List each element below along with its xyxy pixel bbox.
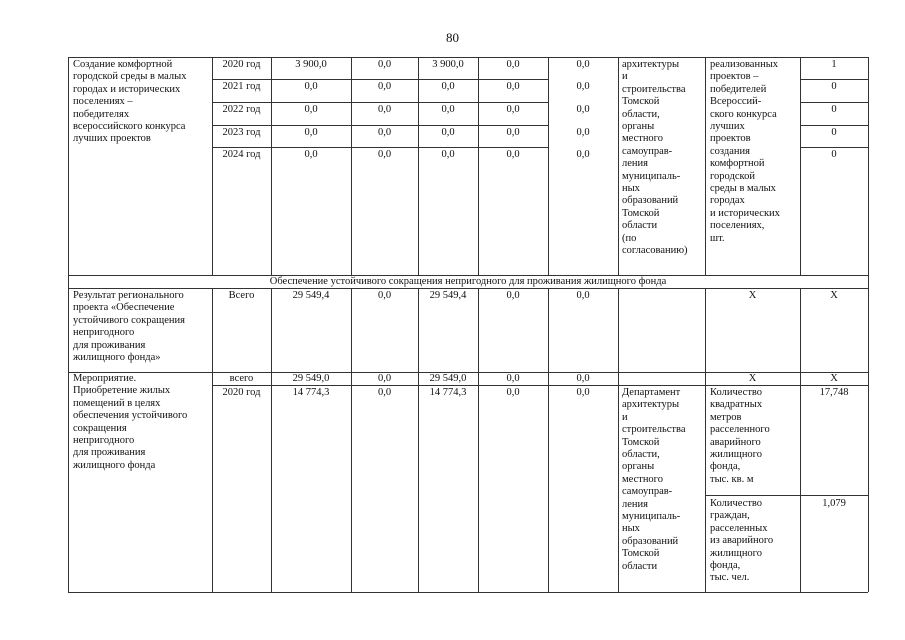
block3-responsible-line: области, bbox=[622, 449, 660, 460]
block3-name-line: Приобретение жилых bbox=[73, 385, 171, 397]
block3-responsible-line: органы bbox=[622, 461, 655, 473]
block1-indicator-line: среды в малых bbox=[710, 183, 776, 194]
block1-indicator-row-line bbox=[800, 79, 868, 80]
block1-indicator-value: 0 bbox=[831, 81, 837, 92]
block3-responsible-line: и bbox=[622, 411, 628, 423]
block1-regional-value: 0,0 bbox=[441, 104, 455, 115]
block3-name-line: жилищного фонда bbox=[73, 459, 156, 471]
block3-column-line bbox=[705, 372, 706, 592]
block3-name-line: сокращения bbox=[73, 422, 127, 434]
block2-federal-value: 0,0 bbox=[377, 290, 392, 301]
block2-name-line: непригодного bbox=[73, 327, 135, 339]
block3-total-period: всего bbox=[229, 373, 254, 384]
block1-period: 2020 год bbox=[222, 59, 261, 70]
block1-responsible-line: ления bbox=[622, 158, 648, 170]
block1-other-value: 0,0 bbox=[576, 59, 590, 70]
block1-total-value: 0,0 bbox=[304, 104, 318, 115]
block3-responsible-line: ных bbox=[622, 523, 640, 535]
block3-2020-regional-value: 14 774,3 bbox=[429, 387, 467, 398]
block1-other-value: 0,0 bbox=[576, 127, 590, 138]
block1-column-line bbox=[618, 57, 619, 275]
block1-other-value: 0,0 bbox=[576, 81, 590, 92]
block3-column-line bbox=[351, 372, 352, 592]
block3-responsible-line: образований bbox=[622, 535, 679, 547]
block1-regional-value: 3 900,0 bbox=[432, 59, 464, 70]
table-left-border bbox=[68, 57, 69, 592]
block3-indicator1-line: жилищного bbox=[710, 449, 762, 460]
table-bottom-border bbox=[68, 592, 868, 593]
block3-indicator2-value: 1,079 bbox=[822, 498, 846, 509]
block3-federal-value: 0,0 bbox=[377, 373, 392, 384]
block3-indicator1-line: фонда, bbox=[710, 461, 741, 473]
block1-indicator-value: 0 bbox=[831, 127, 837, 138]
block1-row-line bbox=[212, 79, 548, 80]
block1-indicator-line: комфортной bbox=[710, 158, 765, 170]
block3-responsible-line: архитектуры bbox=[622, 399, 679, 411]
block1-indicator-line: городской bbox=[710, 170, 755, 182]
block1-indicator-row-line bbox=[800, 147, 868, 148]
block1-responsible-line: (по bbox=[622, 232, 637, 244]
block1-responsible-line: Томской bbox=[622, 207, 660, 219]
block1-responsible-line: муниципаль- bbox=[622, 170, 681, 182]
block3-column-line bbox=[548, 372, 549, 592]
block1-name-line: всероссийского конкурса bbox=[73, 121, 186, 132]
block3-indicator2-line: жилищного bbox=[710, 547, 762, 559]
block1-indicator-row-line bbox=[800, 125, 868, 126]
block2-name-line: устойчивого сокращения bbox=[73, 314, 185, 326]
block3-indicator1-line: расселенного bbox=[710, 424, 770, 436]
block3-responsible-line: Томской bbox=[622, 436, 660, 448]
block1-federal-value: 0,0 bbox=[377, 104, 392, 115]
block3-responsible-line: Департамент bbox=[622, 387, 681, 398]
block1-indicator-line: шт. bbox=[710, 232, 725, 244]
block1-responsible-line: ных bbox=[622, 183, 640, 194]
block3-column-line bbox=[271, 372, 272, 592]
block3-name-line: непригодного bbox=[73, 435, 135, 446]
block1-responsible-line: Томской bbox=[622, 96, 660, 108]
block1-indicator-value: 0 bbox=[831, 104, 837, 115]
block3-2020-other-value: 0,0 bbox=[576, 387, 590, 398]
block3-indicator2-line: фонда, bbox=[710, 560, 741, 571]
block1-row-line bbox=[212, 125, 548, 126]
block1-indicator-line: поселениях, bbox=[710, 220, 765, 232]
block1-local-value: 0,0 bbox=[506, 81, 520, 92]
block3-local-value: 0,0 bbox=[506, 373, 520, 384]
table-top-border bbox=[68, 57, 868, 58]
block1-indicator-line: городах bbox=[710, 195, 745, 207]
block2-indicator-x: X bbox=[748, 290, 757, 301]
block3-2020-total-value: 14 774,3 bbox=[292, 387, 330, 398]
block1-name-line: поселениях – bbox=[73, 96, 133, 108]
block3-indicator1-line: тыс. кв. м bbox=[710, 473, 754, 485]
block1-local-value: 0,0 bbox=[506, 127, 520, 138]
block1-indicator-line: лучших bbox=[710, 121, 745, 132]
block1-indicator-line: ского конкурса bbox=[710, 108, 777, 120]
block3-responsible-line: самоуправ- bbox=[622, 486, 673, 498]
block3-name-line: помещений в целях bbox=[73, 397, 161, 409]
block1-responsible-line: области, bbox=[622, 108, 660, 120]
block1-responsible-line: и bbox=[622, 71, 628, 83]
block2-period: Всего bbox=[228, 290, 255, 301]
block3-column-line bbox=[800, 372, 801, 592]
block2-total-value: 29 549,4 bbox=[292, 290, 330, 301]
block1-name-line: городской среды в малых bbox=[73, 71, 187, 83]
block1-period: 2021 год bbox=[222, 81, 261, 92]
block1-federal-value: 0,0 bbox=[377, 127, 392, 138]
block3-indicator1-line: метров bbox=[710, 411, 742, 423]
table-right-border bbox=[868, 57, 869, 592]
block1-period: 2022 год bbox=[222, 104, 261, 115]
block1-indicator-line: проектов bbox=[710, 133, 751, 145]
block2-column-line bbox=[618, 288, 619, 372]
block1-column-line bbox=[705, 57, 706, 275]
block1-responsible-line: согласованию) bbox=[622, 245, 688, 256]
block3-name-line: для проживания bbox=[73, 447, 146, 459]
block1-responsible-line: органы bbox=[622, 121, 655, 132]
block1-total-value: 0,0 bbox=[304, 149, 318, 160]
block1-indicator-line: создания bbox=[710, 145, 750, 157]
block3-indicator1-value: 17,748 bbox=[819, 387, 849, 398]
block2-other-value: 0,0 bbox=[576, 290, 590, 301]
block1-responsible-line: местного bbox=[622, 133, 663, 145]
block3-responsible-line: строительства bbox=[622, 424, 686, 436]
block1-indicator-row-line bbox=[800, 102, 868, 103]
block3-indicator1-line: аварийного bbox=[710, 436, 761, 448]
block1-responsible-line: архитектуры bbox=[622, 59, 679, 70]
block3-regional-value: 29 549,0 bbox=[429, 373, 467, 384]
block3-responsible-line: ления bbox=[622, 498, 648, 510]
block1-federal-value: 0,0 bbox=[377, 59, 392, 70]
block1-responsible-line: образований bbox=[622, 195, 679, 207]
block1-indicator-line: победителей bbox=[710, 83, 767, 95]
block3-indicator2-line: Количество bbox=[710, 498, 763, 509]
block3-column-line bbox=[212, 372, 213, 592]
block1-total-value: 0,0 bbox=[304, 81, 318, 92]
block3-responsible-line: муниципаль- bbox=[622, 511, 681, 522]
block3-indicator2-line: граждан, bbox=[710, 510, 750, 522]
block3-indicator-x: X bbox=[748, 373, 757, 384]
block1-other-value: 0,0 bbox=[576, 149, 590, 160]
block3-name-line: обеспечения устойчивого bbox=[73, 410, 188, 422]
block3-total-value: 29 549,0 bbox=[292, 373, 330, 384]
block1-total-value: 3 900,0 bbox=[295, 59, 327, 70]
block1-name-line: Создание комфортной bbox=[73, 59, 173, 70]
block1-name-line: городах и исторических bbox=[73, 83, 181, 95]
block1-federal-value: 0,0 bbox=[377, 149, 392, 160]
block3-value-x: X bbox=[830, 373, 838, 384]
block2-value-x: X bbox=[830, 290, 838, 301]
block1-row-line bbox=[212, 147, 548, 148]
block1-period: 2024 год bbox=[222, 149, 261, 160]
block3-name-line: Мероприятие. bbox=[73, 373, 137, 384]
block3-responsible-line: Томской bbox=[622, 548, 660, 560]
block1-indicator-line: и исторических bbox=[710, 207, 780, 219]
block1-responsible-line: области bbox=[622, 220, 658, 232]
block1-indicator-line: Всероссий- bbox=[710, 96, 762, 108]
block3-indicator2-line: тыс. чел. bbox=[710, 572, 750, 584]
block3-column-line bbox=[478, 372, 479, 592]
block3-column-line bbox=[418, 372, 419, 592]
block1-row-line bbox=[212, 102, 548, 103]
block1-responsible-line: самоуправ- bbox=[622, 145, 673, 157]
block1-regional-value: 0,0 bbox=[441, 81, 455, 92]
block1-federal-value: 0,0 bbox=[377, 81, 392, 92]
block2-local-value: 0,0 bbox=[506, 290, 520, 301]
section-bottom-border bbox=[68, 288, 868, 289]
block1-local-value: 0,0 bbox=[506, 104, 520, 115]
block3-indicator-split-line bbox=[705, 495, 868, 496]
block3-indicator1-line: Количество bbox=[710, 387, 763, 398]
block3-indicator1-line: квадратных bbox=[710, 399, 763, 411]
block2-name-line: жилищного фонда» bbox=[73, 352, 161, 363]
block1-name-line: победителях bbox=[73, 108, 130, 120]
block3-responsible-line: местного bbox=[622, 473, 663, 485]
block1-local-value: 0,0 bbox=[506, 59, 520, 70]
block1-indicator-value: 0 bbox=[831, 149, 837, 160]
block2-regional-value: 29 549,4 bbox=[429, 290, 467, 301]
block3-other-value: 0,0 bbox=[576, 373, 590, 384]
block1-regional-value: 0,0 bbox=[441, 127, 455, 138]
block1-responsible-line: строительства bbox=[622, 83, 686, 95]
block2-name-line: Результат регионального bbox=[73, 290, 184, 301]
block1-local-value: 0,0 bbox=[506, 149, 520, 160]
block3-responsible-line: области bbox=[622, 560, 658, 572]
block3-column-line bbox=[618, 372, 619, 592]
page-number: 80 bbox=[446, 30, 459, 45]
section-title: Обеспечение устойчивого сокращения непригодного для проживания жилищного фонда bbox=[269, 275, 667, 287]
block1-period: 2023 год bbox=[222, 127, 261, 138]
block1-indicator-line: реализованных bbox=[710, 59, 779, 70]
block2-name-line: для проживания bbox=[73, 339, 146, 351]
block3-2020-local-value: 0,0 bbox=[506, 387, 520, 398]
program-table bbox=[68, 57, 868, 592]
block3-2020-period: 2020 год bbox=[222, 387, 261, 398]
block1-other-value: 0,0 bbox=[576, 104, 590, 115]
block3-2020-federal-value: 0,0 bbox=[377, 387, 392, 398]
block3-indicator2-line: из аварийного bbox=[710, 535, 774, 547]
block1-indicator-line: проектов – bbox=[710, 71, 759, 83]
block1-total-value: 0,0 bbox=[304, 127, 318, 138]
block1-indicator-value: 1 bbox=[831, 59, 837, 70]
block1-regional-value: 0,0 bbox=[441, 149, 455, 160]
block3-indicator2-line: расселенных bbox=[710, 522, 768, 534]
block1-name-line: лучших проектов bbox=[73, 133, 151, 145]
block2-name-line: проекта «Обеспечение bbox=[73, 302, 175, 314]
